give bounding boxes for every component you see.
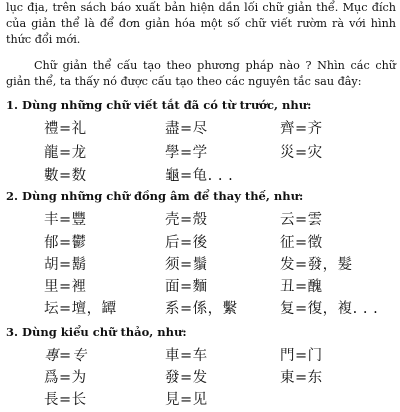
section-2-row	[0, 231, 400, 255]
char-pair: 見=见	[165, 392, 208, 408]
char-pair: 壳=殼	[165, 212, 208, 228]
section-1-heading: 1. Dùng những chữ viết tắt đã có từ trước, như:	[6, 98, 312, 112]
section-2-row	[0, 297, 400, 321]
section-3-row	[0, 388, 400, 412]
char-pair: 面=麵	[165, 279, 208, 295]
char-pair: 禮=礼	[44, 121, 87, 137]
intro-paragraph-2: Chữ giản thể cấu tạo theo phương pháp nào ? Nhìn các chữ giản thể, ta thấy nó được cấu tạo theo các nguyên tắc sau đây:	[6, 59, 396, 88]
char-pair: 发=發，髮	[280, 257, 353, 273]
char-pair: 學=学	[165, 145, 208, 161]
char-pair: 數=数	[44, 168, 87, 184]
section-3-heading: 3. Dùng kiểu chữ thảo, như:	[6, 325, 187, 339]
char-pair: 坛=壇，罈	[44, 301, 117, 317]
char-pair: 盡=尽	[165, 121, 208, 137]
char-pair: 后=後	[165, 235, 208, 251]
char-pair: 龜=龟. . .	[165, 168, 234, 184]
section-1-row	[0, 164, 400, 188]
section-2-row	[0, 208, 400, 232]
char-pair: 胡=鬍	[44, 257, 87, 273]
char-pair: 發=发	[165, 370, 208, 386]
char-pair: 复=復，複. . .	[280, 301, 379, 317]
char-pair: 門=门	[280, 348, 323, 364]
char-pair: 征=徵	[280, 235, 323, 251]
section-3-row	[0, 344, 400, 368]
char-pair: 须=鬚	[165, 257, 208, 273]
char-pair: 齊=齐	[280, 121, 323, 137]
intro-paragraph-1: lục địa, trên sách báo xuất bản hiện dần lối chữ giản thể. Mục đích của giản thể là để đơn giản hóa một số chữ viết rườm rà với hình thức đổi mới.	[6, 1, 396, 46]
char-pair: 長=长	[44, 392, 87, 408]
char-pair: 專=专	[44, 348, 87, 364]
char-pair: 丑=醜	[280, 279, 323, 295]
section-2-heading: 2. Dùng những chữ đồng âm để thay thế, như:	[6, 189, 304, 203]
char-pair: 災=灾	[280, 145, 323, 161]
char-pair: 里=裡	[44, 279, 87, 295]
section-3-row	[0, 366, 400, 390]
char-pair: 爲=为	[44, 370, 87, 386]
section-2-row	[0, 275, 400, 299]
section-2-row	[0, 253, 400, 277]
char-pair: 東=东	[280, 370, 323, 386]
char-pair: 車=车	[165, 348, 208, 364]
char-pair: 系=係，繫	[165, 301, 238, 317]
intro-text	[6, 0, 396, 90]
char-pair: 云=雲	[280, 212, 323, 228]
section-1-row	[0, 141, 400, 165]
section-1-row	[0, 117, 400, 141]
char-pair: 丰=豐	[44, 212, 87, 228]
char-pair: 龍=龙	[44, 145, 87, 161]
char-pair: 郁=鬱	[44, 235, 87, 251]
